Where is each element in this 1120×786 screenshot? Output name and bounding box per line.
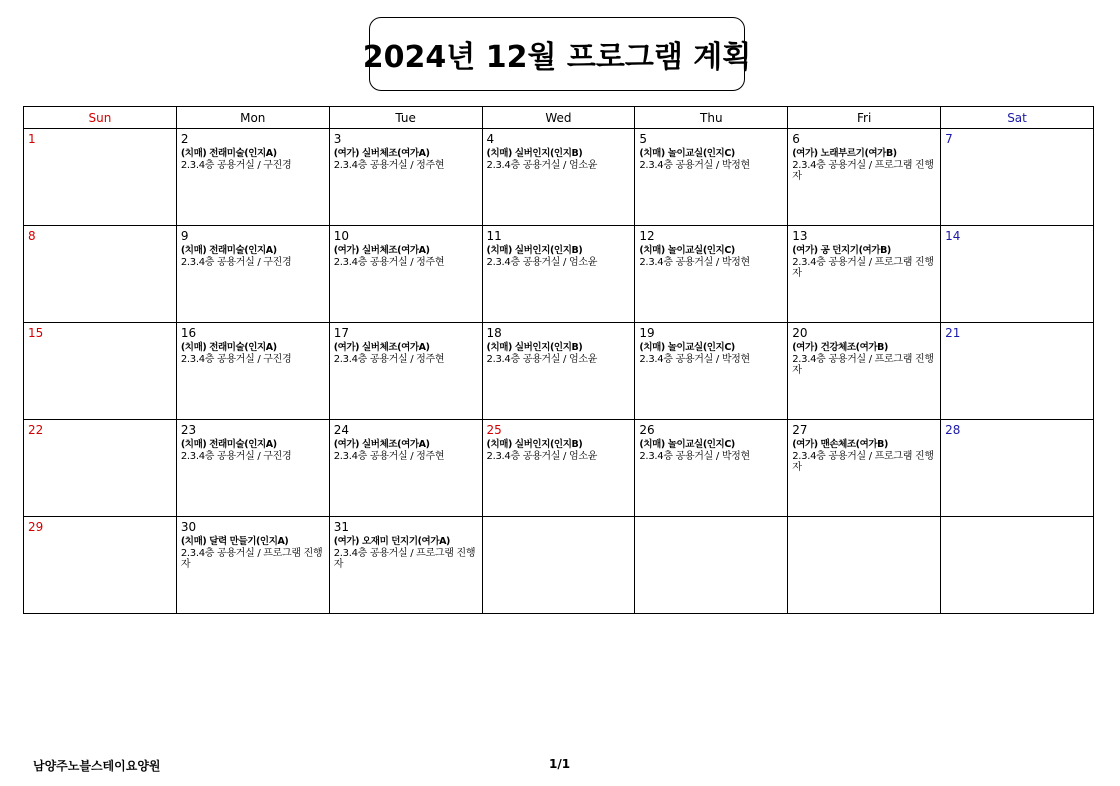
program-name: (치매) 실버인지(인지B) — [486, 245, 583, 256]
calendar-table — [23, 106, 1094, 614]
day-cell — [788, 420, 941, 517]
day-number: 16 — [180, 326, 197, 340]
program-name: (치매) 실버인지(인지B) — [486, 439, 583, 450]
program-location-staff: 2.3.4층 공용거실 / 구진경 — [180, 451, 292, 462]
program-name: (치매) 놀이교실(인지C) — [639, 342, 735, 353]
day-cell — [482, 517, 635, 614]
day-cell — [176, 323, 329, 420]
program-name: (치매) 놀이교실(인지C) — [639, 148, 735, 159]
day-cell — [941, 226, 1094, 323]
week-row — [24, 323, 1094, 420]
program-location-staff: 2.3.4층 공용거실 / 구진경 — [180, 354, 292, 365]
day-cell — [329, 129, 482, 226]
day-number: 23 — [180, 423, 197, 437]
day-number: 1 — [28, 132, 36, 146]
program-name: (여가) 맨손체조(여가B) — [792, 439, 888, 450]
program-location-staff: 2.3.4층 공용거실 / 박정현 — [639, 451, 750, 462]
day-number: 21 — [945, 326, 961, 340]
day-cell — [329, 420, 482, 517]
weekday-wed: Wed — [482, 107, 635, 129]
day-cell — [482, 420, 635, 517]
day-number: 12 — [639, 229, 655, 243]
day-number: 17 — [333, 326, 349, 340]
program-name: (치매) 전래미술(인지A) — [180, 342, 277, 353]
day-number: 14 — [945, 229, 961, 243]
day-number: 13 — [792, 229, 808, 243]
day-number: 28 — [945, 423, 961, 437]
program-location-staff: 2.3.4층 공용거실 / 프로그램 진행자 — [792, 257, 934, 279]
day-cell — [635, 420, 788, 517]
day-cell — [788, 226, 941, 323]
day-cell — [329, 323, 482, 420]
day-number: 5 — [639, 132, 648, 146]
day-number: 19 — [639, 326, 655, 340]
day-cell — [482, 226, 635, 323]
program-location-staff: 2.3.4층 공용거실 / 정주현 — [333, 160, 445, 171]
day-number: 26 — [639, 423, 655, 437]
title-box — [362, 17, 752, 91]
day-cell — [24, 517, 177, 614]
program-name: (여가) 건강체조(여가B) — [792, 342, 888, 353]
weekday-sat: Sat — [941, 107, 1094, 129]
weekday-header-row — [24, 107, 1094, 129]
day-cell — [176, 517, 329, 614]
day-number: 7 — [945, 132, 953, 146]
day-cell — [941, 129, 1094, 226]
program-name: (여가) 실버체조(여가A) — [333, 342, 430, 353]
day-number: 11 — [486, 229, 502, 243]
program-location-staff: 2.3.4층 공용거실 / 엄소윤 — [486, 160, 598, 171]
weekday-sun: Sun — [24, 107, 177, 129]
program-name: (여가) 실버체조(여가A) — [333, 245, 430, 256]
program-location-staff: 2.3.4층 공용거실 / 정주현 — [333, 257, 445, 268]
program-name: (치매) 전래미술(인지A) — [180, 245, 277, 256]
day-cell — [941, 420, 1094, 517]
week-row — [24, 226, 1094, 323]
day-cell — [24, 226, 177, 323]
weekday-fri: Fri — [788, 107, 941, 129]
program-location-staff: 2.3.4층 공용거실 / 박정현 — [639, 257, 750, 268]
day-number: 6 — [792, 132, 800, 146]
day-cell — [635, 517, 788, 614]
day-cell — [635, 226, 788, 323]
day-cell — [24, 129, 177, 226]
day-cell — [176, 226, 329, 323]
day-cell — [635, 129, 788, 226]
program-name: (치매) 실버인지(인지B) — [486, 342, 583, 353]
day-cell — [176, 420, 329, 517]
program-name: (여가) 실버체조(여가A) — [333, 148, 430, 159]
day-cell — [941, 323, 1094, 420]
week-row — [24, 517, 1094, 614]
day-number: 30 — [180, 520, 197, 534]
day-cell — [482, 129, 635, 226]
program-location-staff: 2.3.4층 공용거실 / 프로그램 진행자 — [333, 548, 476, 570]
week-row — [24, 420, 1094, 517]
program-name: (여가) 실버체조(여가A) — [333, 439, 430, 450]
program-location-staff: 2.3.4층 공용거실 / 엄소윤 — [486, 354, 598, 365]
day-cell — [788, 323, 941, 420]
day-number: 27 — [792, 423, 808, 437]
program-location-staff: 2.3.4층 공용거실 / 구진경 — [180, 160, 292, 171]
day-cell — [24, 323, 177, 420]
day-cell — [635, 323, 788, 420]
weekday-tue: Tue — [329, 107, 482, 129]
day-number: 18 — [486, 326, 502, 340]
footer-organization: 남양주노블스테이요양원 — [33, 759, 161, 773]
day-cell — [329, 226, 482, 323]
day-cell — [788, 517, 941, 614]
program-name: (치매) 달력 만들기(인지A) — [180, 536, 289, 547]
day-number: 29 — [28, 520, 44, 534]
footer-page-number: 1/1 — [549, 757, 571, 771]
program-location-staff: 2.3.4층 공용거실 / 프로그램 진행자 — [180, 548, 323, 570]
program-name: (여가) 노래부르기(여가B) — [792, 148, 897, 159]
day-cell — [941, 517, 1094, 614]
day-cell — [24, 420, 177, 517]
program-name: (치매) 놀이교실(인지C) — [639, 439, 735, 450]
program-location-staff: 2.3.4층 공용거실 / 구진경 — [180, 257, 292, 268]
program-location-staff: 2.3.4층 공용거실 / 박정현 — [639, 354, 750, 365]
day-number: 15 — [28, 326, 44, 340]
program-location-staff: 2.3.4층 공용거실 / 정주현 — [333, 354, 445, 365]
day-number: 20 — [792, 326, 808, 340]
weekday-mon: Mon — [176, 107, 329, 129]
day-number: 31 — [333, 520, 349, 534]
program-name: (여가) 공 던지기(여가B) — [792, 245, 891, 256]
day-cell — [329, 517, 482, 614]
program-name: (여가) 오재미 던지기(여가A) — [333, 536, 450, 547]
day-number: 9 — [180, 229, 189, 243]
day-number: 10 — [333, 229, 349, 243]
program-name: (치매) 실버인지(인지B) — [486, 148, 583, 159]
day-number: 25 — [486, 423, 502, 437]
day-number: 24 — [333, 423, 349, 437]
program-name: (치매) 전래미술(인지A) — [180, 148, 277, 159]
week-row — [24, 129, 1094, 226]
program-location-staff: 2.3.4층 공용거실 / 프로그램 진행자 — [792, 354, 934, 376]
day-number: 4 — [486, 132, 495, 146]
weekday-thu: Thu — [635, 107, 788, 129]
program-location-staff: 2.3.4층 공용거실 / 엄소윤 — [486, 257, 598, 268]
day-number: 3 — [333, 132, 342, 146]
program-location-staff: 2.3.4층 공용거실 / 프로그램 진행자 — [792, 160, 934, 182]
program-name: (치매) 전래미술(인지A) — [180, 439, 277, 450]
program-location-staff: 2.3.4층 공용거실 / 박정현 — [639, 160, 750, 171]
page-title: 2024년 12월 프로그램 계획 — [362, 40, 752, 75]
program-location-staff: 2.3.4층 공용거실 / 정주현 — [333, 451, 445, 462]
day-number: 2 — [180, 132, 189, 146]
program-location-staff: 2.3.4층 공용거실 / 프로그램 진행자 — [792, 451, 934, 473]
day-number: 8 — [28, 229, 36, 243]
day-cell — [788, 129, 941, 226]
day-cell — [176, 129, 329, 226]
program-name: (치매) 놀이교실(인지C) — [639, 245, 735, 256]
day-cell — [482, 323, 635, 420]
program-location-staff: 2.3.4층 공용거실 / 엄소윤 — [486, 451, 598, 462]
day-number: 22 — [28, 423, 44, 437]
